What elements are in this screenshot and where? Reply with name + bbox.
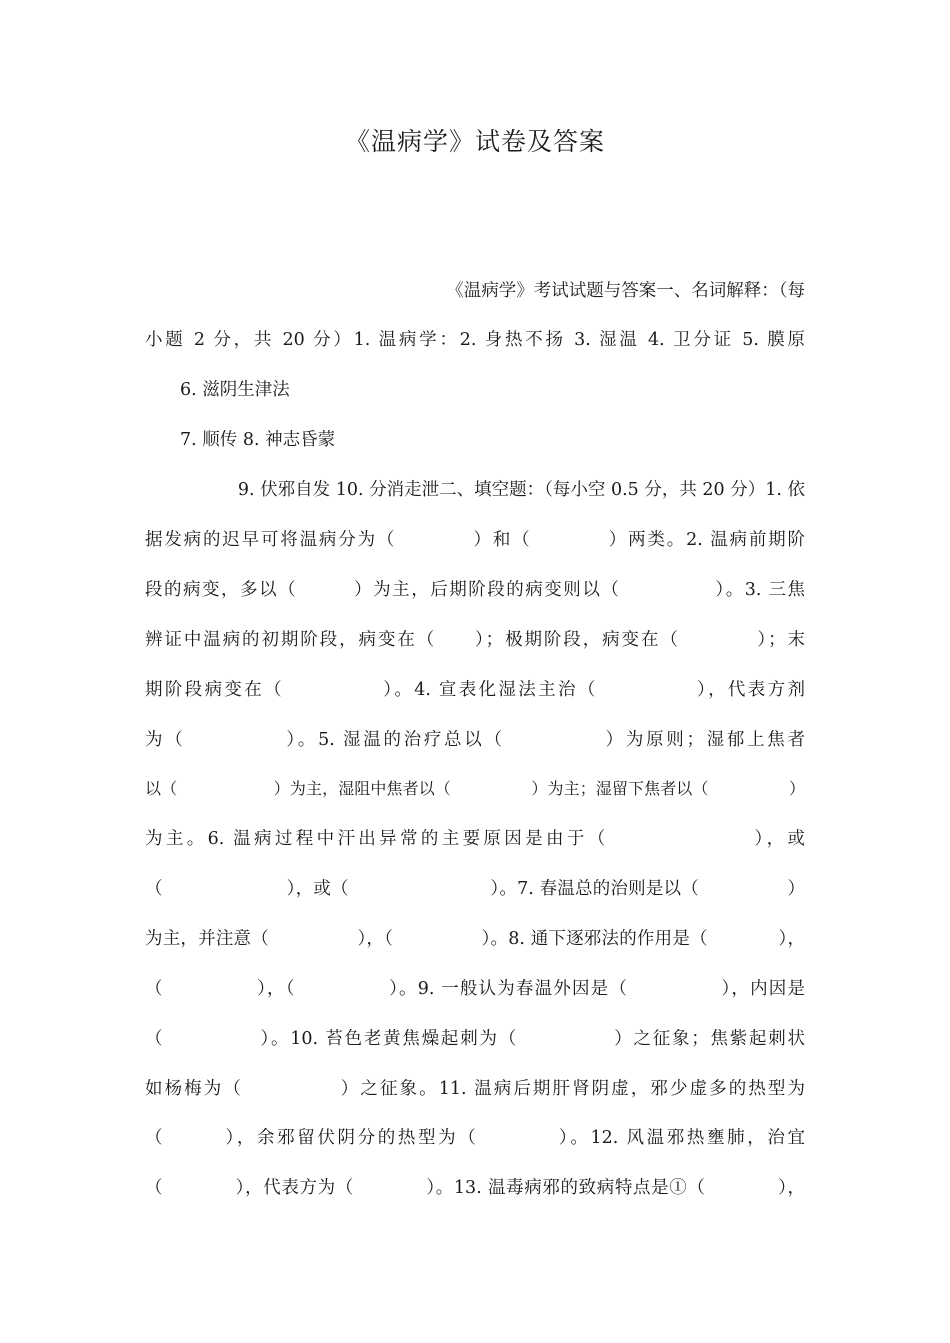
text-line-9: 期阶段病变在（ ）。4. 宣表化湿法主治（ ），代表方剂 [145,680,805,700]
text-line-11: 以（ ）为主，湿阻中焦者以（ ）为主；湿留下焦者以（ ） [145,779,805,798]
text-line-10: 为（ ）。5. 湿温的治疗总以（ ）为原则；湿郁上焦者 [145,730,805,750]
page-title: 《温病学》试卷及答案 [344,127,605,156]
text-line-7: 段的病变，多以（ ）为主，后期阶段的病变则以（ ）。3. 三焦 [145,580,805,600]
text-line-12: 为主。6. 温病过程中汗出异常的主要原因是由于（ ），或 [145,829,805,849]
text-line-16: （ ）。10. 苔色老黄焦燥起刺为（ ）之征象；焦紫起刺状 [145,1029,805,1049]
text-line-13: （ ），或（ ）。7. 春温总的治则是以（ ） [145,879,805,899]
text-line-4: 7. 顺传 8. 神志昏蒙 [180,430,336,450]
text-line-19: （ ），代表方为（ ）。13. 温毒病邪的致病特点是①（ ）， [145,1178,805,1198]
text-line-2: 小题 2 分，共 20 分）1. 温病学：2. 身热不扬 3. 湿温 4. 卫分证 5. 膜原 [145,330,805,350]
text-line-3: 6. 滋阴生津法 [180,380,290,400]
text-line-8: 辨证中温病的初期阶段，病变在（ ）；极期阶段，病变在（ ）；末 [145,630,805,650]
text-line-15: （ ），（ ）。9. 一般认为春温外因是（ ），内因是 [145,979,805,999]
text-line-18: （ ），余邪留伏阴分的热型为（ ）。12. 风温邪热壅肺，治宜 [145,1128,805,1148]
text-line-5: 9. 伏邪自发 10. 分消走泄二、填空题：（每小空 0.5 分，共 20 分）1. 依 [237,480,805,500]
text-line-14: 为主，并注意（ ），（ ）。8. 通下逐邪法的作用是（ ）， [145,929,805,949]
text-line-17: 如杨梅为（ ）之征象。11. 温病后期肝肾阴虚，邪少虚多的热型为 [145,1079,805,1099]
text-line-1: 《温病学》考试试题与答案一、名词解释：（每 [446,281,805,301]
text-line-6: 据发病的迟早可将温病分为（ ）和（ ）两类。2. 温病前期阶 [145,530,805,550]
